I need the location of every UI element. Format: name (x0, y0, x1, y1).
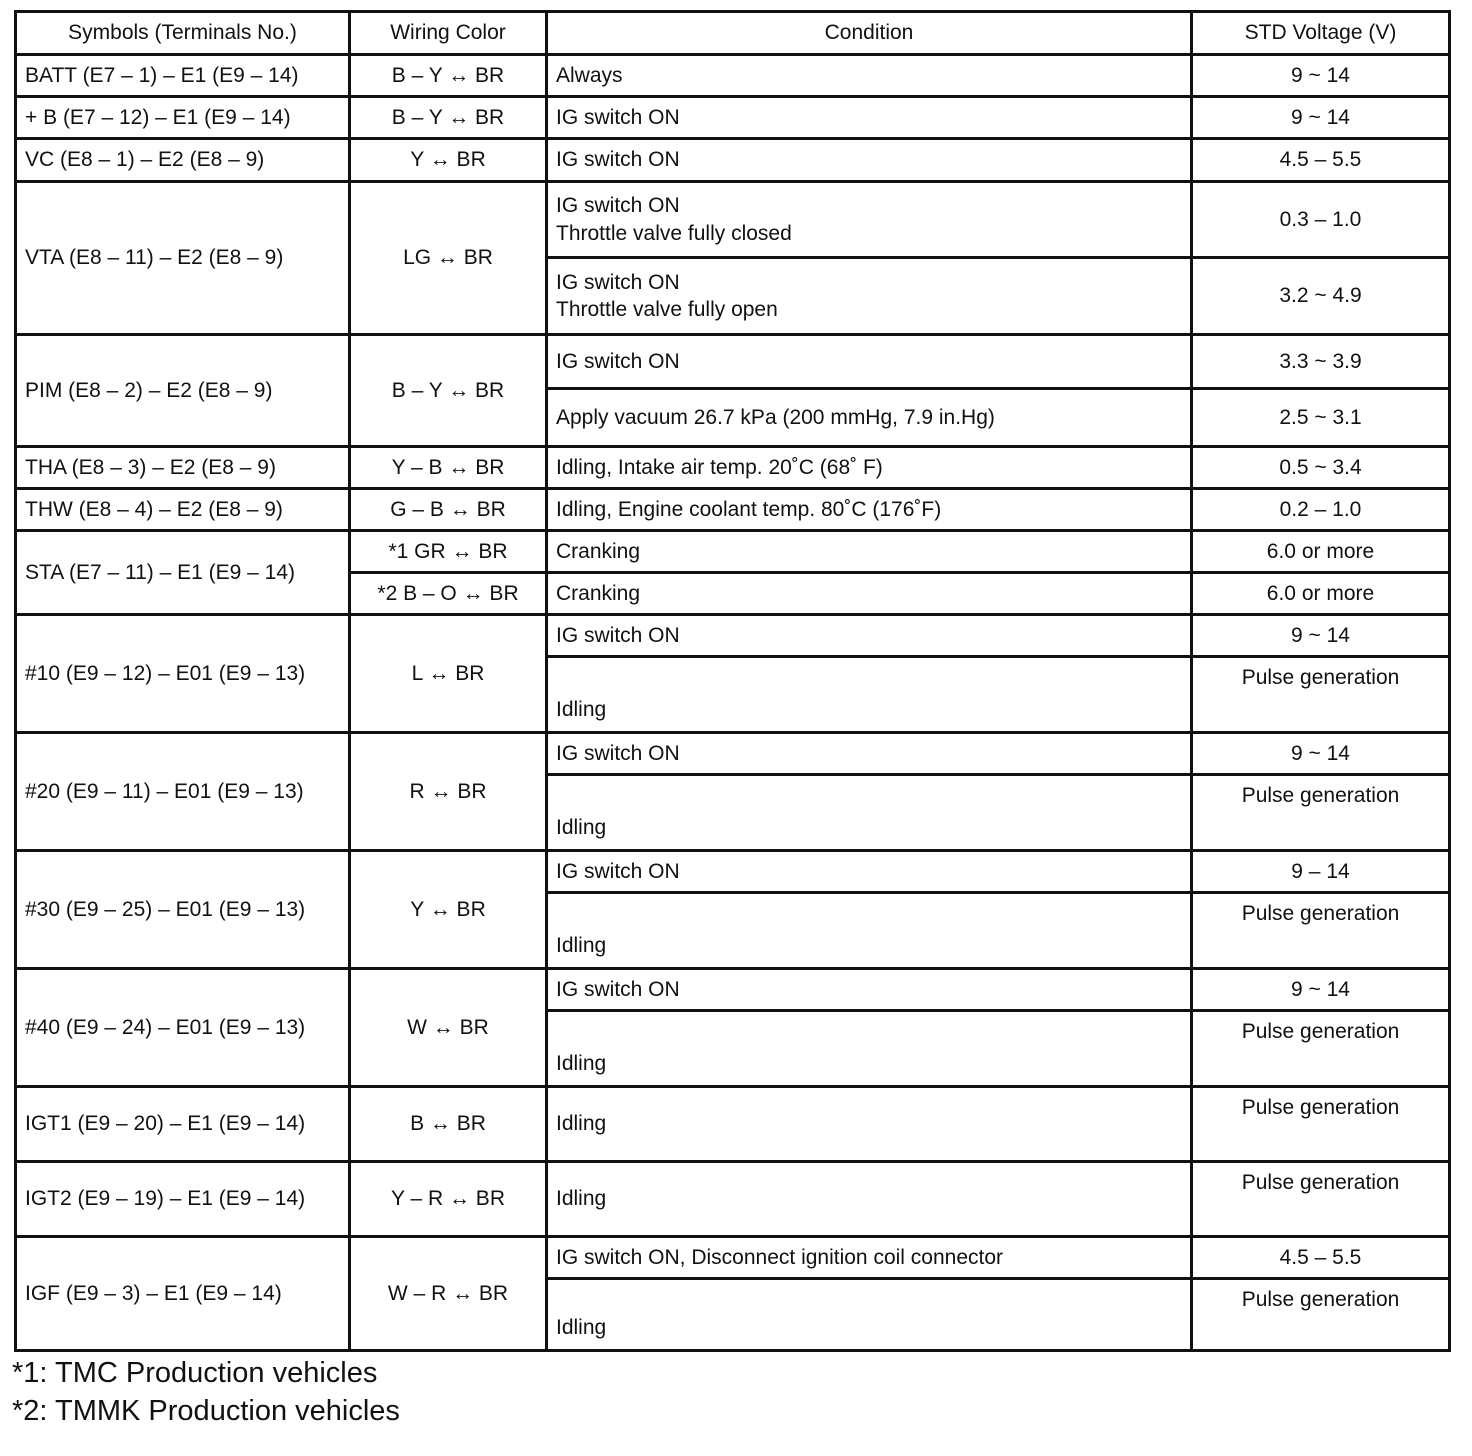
condition: IG switch ON (547, 969, 1192, 1011)
header-symbols: Symbols (Terminals No.) (16, 12, 350, 55)
std-voltage: Pulse generation (1192, 1011, 1450, 1087)
condition-line: Throttle valve fully closed (556, 221, 792, 245)
terminal-symbol: IGT2 (E9 – 19) – E1 (E9 – 14) (16, 1162, 350, 1237)
terminal-symbol: THA (E8 – 3) – E2 (E8 – 9) (16, 447, 350, 489)
condition: Idling (547, 1087, 1192, 1162)
condition: Cranking (547, 531, 1192, 573)
condition: IG switch ON (547, 97, 1192, 139)
terminal-symbol: THW (E8 – 4) – E2 (E8 – 9) (16, 489, 350, 531)
condition-line: IG switch ON (556, 270, 680, 294)
terminal-symbol: BATT (E7 – 1) – E1 (E9 – 14) (16, 55, 350, 97)
header-condition: Condition (547, 12, 1192, 55)
wiring-color: *1 GR ↔ BR (350, 531, 547, 573)
condition: Idling (547, 775, 1192, 851)
condition-line: Throttle valve fully open (556, 298, 778, 321)
table-row (16, 1237, 1450, 1279)
condition: Idling (547, 893, 1192, 969)
table-row (16, 139, 1450, 182)
wiring-color: Y – B ↔ BR (350, 447, 547, 489)
std-voltage: 4.5 – 5.5 (1192, 1237, 1450, 1279)
condition: Idling (547, 657, 1192, 733)
std-voltage: 9 ~ 14 (1192, 969, 1450, 1011)
std-voltage: Pulse generation (1192, 1162, 1450, 1237)
terminal-symbol: #20 (E9 – 11) – E01 (E9 – 13) (16, 733, 350, 851)
table-row (16, 1162, 1450, 1237)
condition: Apply vacuum 26.7 kPa (200 mmHg, 7.9 in.Hg) (547, 389, 1192, 447)
terminal-symbol: STA (E7 – 11) – E1 (E9 – 14) (16, 531, 350, 615)
footnotes (12, 1354, 400, 1430)
wiring-color: R ↔ BR (350, 733, 547, 851)
std-voltage: 9 ~ 14 (1192, 55, 1450, 97)
condition: IG switch ON (547, 851, 1192, 893)
footnote-1: *1: TMC Production vehicles (12, 1357, 378, 1389)
std-voltage: 9 ~ 14 (1192, 733, 1450, 775)
std-voltage: 6.0 or more (1192, 573, 1450, 615)
table-row (16, 335, 1450, 389)
std-voltage: 3.3 ~ 3.9 (1192, 335, 1450, 389)
wiring-color: L ↔ BR (350, 615, 547, 733)
terminal-symbol: #30 (E9 – 25) – E01 (E9 – 13) (16, 851, 350, 969)
condition: IG switch ON (547, 615, 1192, 657)
condition: Idling (547, 1162, 1192, 1237)
std-voltage: 0.2 – 1.0 (1192, 489, 1450, 531)
std-voltage: Pulse generation (1192, 775, 1450, 851)
footnote-2: *2: TMMK Production vehicles (12, 1395, 400, 1427)
wiring-color: B – Y ↔ BR (350, 335, 547, 447)
std-voltage: 4.5 – 5.5 (1192, 139, 1450, 182)
std-voltage: 9 ~ 14 (1192, 615, 1450, 657)
table-row (16, 447, 1450, 489)
terminal-symbol: IGT1 (E9 – 20) – E1 (E9 – 14) (16, 1087, 350, 1162)
table-row (16, 969, 1450, 1011)
std-voltage: 0.3 – 1.0 (1192, 182, 1450, 258)
terminal-symbol: VC (E8 – 1) – E2 (E8 – 9) (16, 139, 350, 182)
table-row (16, 531, 1450, 573)
table-row (16, 851, 1450, 893)
std-voltage: 3.2 ~ 4.9 (1192, 258, 1450, 335)
terminal-symbol: #40 (E9 – 24) – E01 (E9 – 13) (16, 969, 350, 1087)
std-voltage: 9 – 14 (1192, 851, 1450, 893)
wiring-color: W ↔ BR (350, 969, 547, 1087)
condition: IG switch ON (547, 335, 1192, 389)
terminal-symbol: + B (E7 – 12) – E1 (E9 – 14) (16, 97, 350, 139)
wiring-color: Y ↔ BR (350, 139, 547, 182)
condition: IG switch ON, Disconnect ignition coil connector (547, 1237, 1192, 1279)
terminal-symbol: VTA (E8 – 11) – E2 (E8 – 9) (16, 182, 350, 335)
table-header-row (16, 12, 1450, 55)
header-wiring-color: Wiring Color (350, 12, 547, 55)
condition: IG switch ON (547, 139, 1192, 182)
std-voltage: 0.5 ~ 3.4 (1192, 447, 1450, 489)
condition: Always (547, 55, 1192, 97)
condition: Idling, Engine coolant temp. 80˚C (176˚F) (547, 489, 1192, 531)
condition: Idling (547, 1279, 1192, 1351)
condition (547, 182, 1192, 258)
wiring-color: B ↔ BR (350, 1087, 547, 1162)
condition: Idling, Intake air temp. 20˚C (68˚ F) (547, 447, 1192, 489)
condition-line: IG switch ON (556, 194, 680, 218)
wiring-color: Y ↔ BR (350, 851, 547, 969)
table-row (16, 97, 1450, 139)
std-voltage: Pulse generation (1192, 657, 1450, 733)
table-row (16, 615, 1450, 657)
wiring-color: W – R ↔ BR (350, 1237, 547, 1351)
std-voltage: Pulse generation (1192, 893, 1450, 969)
condition (547, 258, 1192, 335)
condition: IG switch ON (547, 733, 1192, 775)
table-row (16, 489, 1450, 531)
terminal-symbol: PIM (E8 – 2) – E2 (E8 – 9) (16, 335, 350, 447)
table-row (16, 182, 1450, 258)
wiring-color: Y – R ↔ BR (350, 1162, 547, 1237)
terminal-symbol: IGF (E9 – 3) – E1 (E9 – 14) (16, 1237, 350, 1351)
std-voltage: 2.5 ~ 3.1 (1192, 389, 1450, 447)
wiring-color: G – B ↔ BR (350, 489, 547, 531)
header-std-voltage: STD Voltage (V) (1192, 12, 1450, 55)
table-row (16, 1087, 1450, 1162)
wiring-color: B – Y ↔ BR (350, 55, 547, 97)
table-row (16, 733, 1450, 775)
wiring-color: *2 B – O ↔ BR (350, 573, 547, 615)
terminal-voltage-table (14, 10, 1451, 1352)
condition: Cranking (547, 573, 1192, 615)
wiring-color: LG ↔ BR (350, 182, 547, 335)
std-voltage: Pulse generation (1192, 1279, 1450, 1351)
table-row (16, 55, 1450, 97)
std-voltage: Pulse generation (1192, 1087, 1450, 1162)
terminal-symbol: #10 (E9 – 12) – E01 (E9 – 13) (16, 615, 350, 733)
condition: Idling (547, 1011, 1192, 1087)
std-voltage: 9 ~ 14 (1192, 97, 1450, 139)
wiring-color: B – Y ↔ BR (350, 97, 547, 139)
std-voltage: 6.0 or more (1192, 531, 1450, 573)
